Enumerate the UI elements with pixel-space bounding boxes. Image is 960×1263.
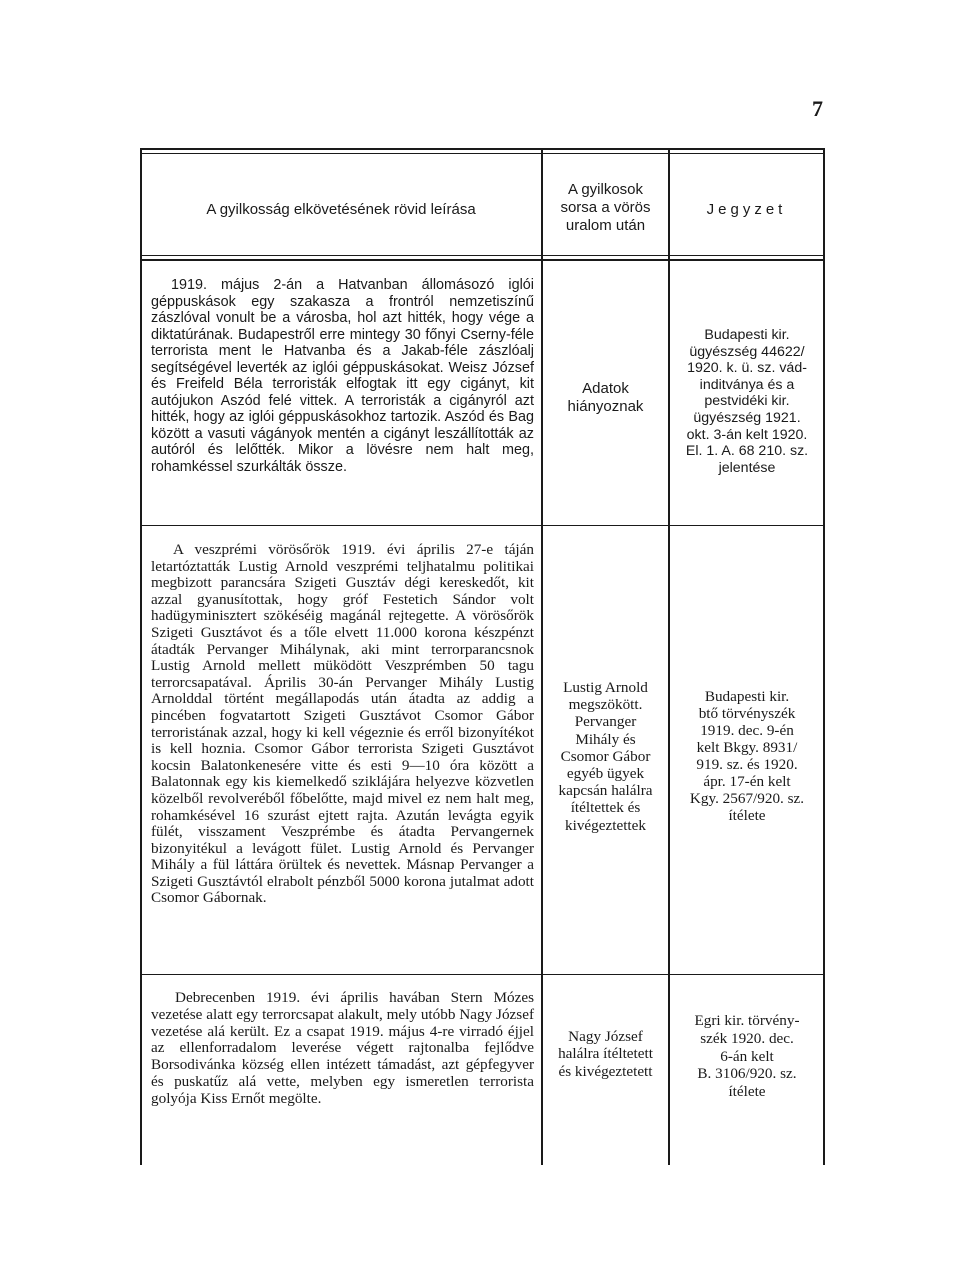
- header-description-text: A gyilkosság elkövetésének rövid leírása: [206, 201, 476, 218]
- column-rule-left: [140, 150, 142, 1165]
- row-2-note-line-7: Kgy. 2567/920. sz.: [689, 790, 805, 807]
- row-1-fate: [545, 380, 666, 416]
- row-2-note-line-6: ápr. 17-én kelt: [703, 773, 791, 790]
- row-3-note-line-3: 6-án kelt: [720, 1047, 774, 1065]
- row-2-note-line-2: btő törvényszék: [698, 705, 796, 722]
- row-2-fate-line-2: megszökött.: [568, 696, 643, 714]
- row-2-fate-line-6: egyéb ügyek: [566, 765, 645, 783]
- row-1-note-line-6: ügyészség 1921.: [693, 409, 801, 426]
- row-2-description: [151, 542, 534, 907]
- header-rule-inner: [140, 259, 825, 261]
- row-2-note-line-4: kelt Bkgy. 8931/: [696, 739, 798, 756]
- row-1-note-line-2: ügyészség 44622/: [689, 343, 805, 360]
- row-2-description-text: A veszprémi vörösőrök 1919. évi április 27-e táján letartóztatták Lustig Arnold veszprémi teljhatalmu politikai megbizott parancsára Szigeti Gusztáv dégi kereskedőt, kit azzal gyanusítottak, hogy gróf Festetich Sándor volt hadügyminisztert szökéséig magánál rejtegette. A vörösőrök Szigeti Gusztávot és a tőle elvett 11.000 korona készpénzt átadták Pervanger Mihálynak, aki mint terrorparancsnok Lustig Arnold mellett müködött Veszprémben 50 tagu terrorcsapatával. Április 30-án Pervanger Mihály Lustig Arnolddal történt megállapodás után átadta az addig a pincében fogvatartott Szigeti Gusztávot Csomor Gábor terroristának azzal, hogy ki kell végeznie és erről bizonyítékot is kell hoznia. Csomor Gábor terrorista Szigeti Gusztávot kocsin Balatonkenesére vitte és esti 9—10 óra között a Balatonnak egy kis kiemelkedő sziklájára helyezve közvetlen közelből revolveréből főbelőtte, majd mivel ez nem halt meg, rohamkésével 16 szurást ejtett rajta. Azután levágta egyik fülét, visszament Veszprémbe és átadta Pervangernek bizonyitékul a levágott fület. Lustig Arnold és Pervanger Mihály a fül láttára örültek és nevettek. Másnap Pervanger a Szigeti Gusztávtól elrabolt pénzből 5000 korona jutalmat adott Csomor Gábornak.: [151, 541, 534, 907]
- row-1-note-line-7: okt. 3-án kelt 1920.: [686, 426, 808, 443]
- row-2-fate-line-7: kapcsán halálra: [558, 782, 653, 800]
- top-rule-inner: [140, 153, 825, 154]
- header-fate-line-1: A gyilkosok: [567, 181, 644, 198]
- row-3-note: [672, 1012, 822, 1101]
- row-3-fate-line-1: Nagy József: [568, 1028, 643, 1045]
- row-2-note-line-3: 1919. dec. 9-én: [700, 722, 794, 739]
- top-rule-outer: [140, 148, 825, 150]
- row-2-note-line-1: Budapesti kir.: [704, 688, 790, 705]
- row-1-note-line-3: 1920. k. ü. sz. vád-: [687, 360, 807, 377]
- row-3-note-line-2: szék 1920. dec.: [700, 1029, 794, 1047]
- row-3-note-line-4: B. 3106/920. sz.: [697, 1065, 797, 1083]
- row-3-description: [151, 990, 534, 1108]
- row-3-description-text: Debrecenben 1919. évi április havában Stern Mózes vezetése alatt egy terrorcsapat alakult, mely utóbb Nagy József vezetése alá került. Ez a csapat 1919. május 4-re virradó éjjel az ellenforradalom leverése végett rajtonalba fejlődve Borsodivánka község ellen intézett támadást, azt gépfegyver és puskatűz alá vette, melyben egy ismeretlen terrorista golyója Kiss Ernőt megölte.: [151, 989, 534, 1107]
- header-rule-outer: [140, 255, 825, 256]
- header-note: [672, 201, 821, 219]
- row-1-note-line-4: inditványa és a: [699, 376, 795, 393]
- header-note-text: Jegyzet: [706, 201, 787, 218]
- header-fate-line-2: sorsa a vörös: [560, 199, 651, 216]
- row-3-note-line-1: Egri kir. törvény-: [694, 1012, 800, 1029]
- page-number: 7: [812, 96, 823, 121]
- row-2-fate-line-3: Pervanger: [574, 713, 637, 731]
- column-rule-right: [823, 150, 825, 1165]
- row-separator-1: [140, 525, 825, 526]
- row-1-note-line-9: jelentése: [718, 459, 776, 476]
- row-2-note: [672, 688, 822, 824]
- row-2-fate-line-8: ítéltettek és: [570, 799, 641, 817]
- header-fate-line-3: uralom után: [565, 217, 646, 234]
- row-3-fate-line-2: halálra ítéltetett: [558, 1045, 653, 1063]
- row-separator-2: [140, 974, 825, 975]
- row-1-description: [151, 277, 534, 475]
- row-1-note-line-5: pestvidéki kir.: [704, 393, 790, 410]
- header-description: [145, 201, 537, 219]
- row-1-note-line-8: El. 1. A. 68 210. sz.: [685, 443, 809, 460]
- column-rule-2: [668, 150, 670, 1165]
- row-1-note-line-1: Budapesti kir.: [704, 327, 790, 343]
- row-2-note-line-5: 919. sz. és 1920.: [696, 756, 798, 773]
- row-1-fate-line-2: hiányoznak: [567, 398, 644, 415]
- row-3-fate-line-3: és kivégeztetett: [558, 1062, 653, 1080]
- row-1-note: [672, 327, 822, 476]
- column-rule-1: [541, 150, 543, 1165]
- row-3-fate: [545, 1028, 666, 1080]
- row-1-description-text: 1919. május 2-án a Hatvanban állomásozó iglói géppuskások egy szakasza a frontról nemzetiszínű zászlóval vonult be a városba, hol azt hitték, hogy vége a diktatúrának. Budapestről erre mintegy 30 főnyi Cserny-féle terrorista ment le Hatvanba és a Jakab-féle zászlóalj segítségével leverték az iglói géppuskásokat. Weisz József és Freifeld Béla terroristák elfogtak itt egy cigányt, kit autójukon Aszód felé vittek. A terroristák a cigányról azt hitték, hogy az iglói géppuskásokhoz tartozik. Aszód és Bag között a vasuti vágányok mentén a cigányt leszállították az autóról és lelőtték. Mikor a lövésre nem halt meg, rohamkéssel szurkálták össze.: [151, 277, 534, 475]
- header-fate: [545, 181, 666, 235]
- row-2-fate-line-5: Csomor Gábor: [560, 747, 651, 765]
- row-2-fate-line-9: kivégeztettek: [565, 816, 646, 834]
- row-2-fate-line-1: Lustig Arnold: [563, 679, 648, 696]
- row-2-fate-line-4: Mihály és: [575, 730, 636, 748]
- row-3-note-line-5: ítélete: [728, 1083, 766, 1101]
- row-2-fate: [545, 679, 666, 834]
- row-1-fate-line-1: Adatok: [582, 380, 629, 397]
- row-2-note-line-8: ítélete: [728, 807, 766, 824]
